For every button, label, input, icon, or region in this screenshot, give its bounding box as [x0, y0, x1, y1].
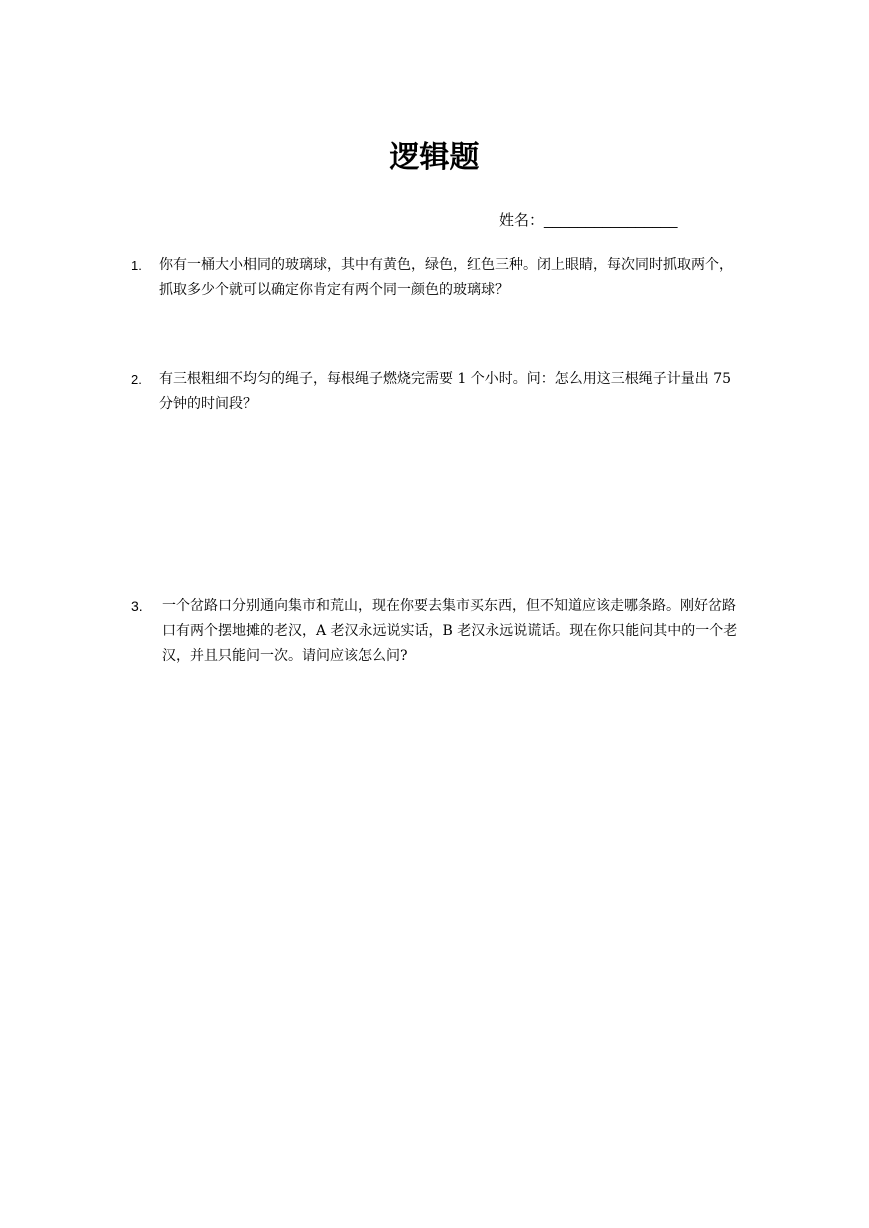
question-text: 你有一桶大小相同的玻璃球，其中有黄色，绿色，红色三种。闭上眼睛，每次同时抓取两个，抓取多少个就可以确定你肯定有两个同一颜色的玻璃球？	[159, 257, 733, 298]
question-item	[131, 367, 751, 417]
question-item	[131, 253, 751, 303]
question-text: 有三根粗细不均匀的绳子，每根绳子燃烧完需要 1 个小时。问：怎么用这三根绳子计量出 75 分钟的时间段？	[159, 371, 732, 412]
question-number: 1.	[131, 258, 142, 273]
name-blank-line: ________________	[544, 212, 678, 229]
question-item	[131, 594, 751, 669]
name-label: 姓名：	[499, 211, 545, 229]
document-title: 逻辑题	[389, 140, 480, 175]
question-text: 一个岔路口分别通向集市和荒山，现在你要去集市买东西，但不知道应该走哪条路。刚好岔路口有两个摆地摊的老汉，A 老汉永远说实话，B 老汉永远说谎话。现在你只能问其中的一个老汉，并且只能问一次。请问应该怎么问?	[162, 598, 738, 664]
question-number: 3.	[131, 598, 143, 614]
question-number: 2.	[131, 372, 142, 387]
name-field	[499, 208, 678, 233]
